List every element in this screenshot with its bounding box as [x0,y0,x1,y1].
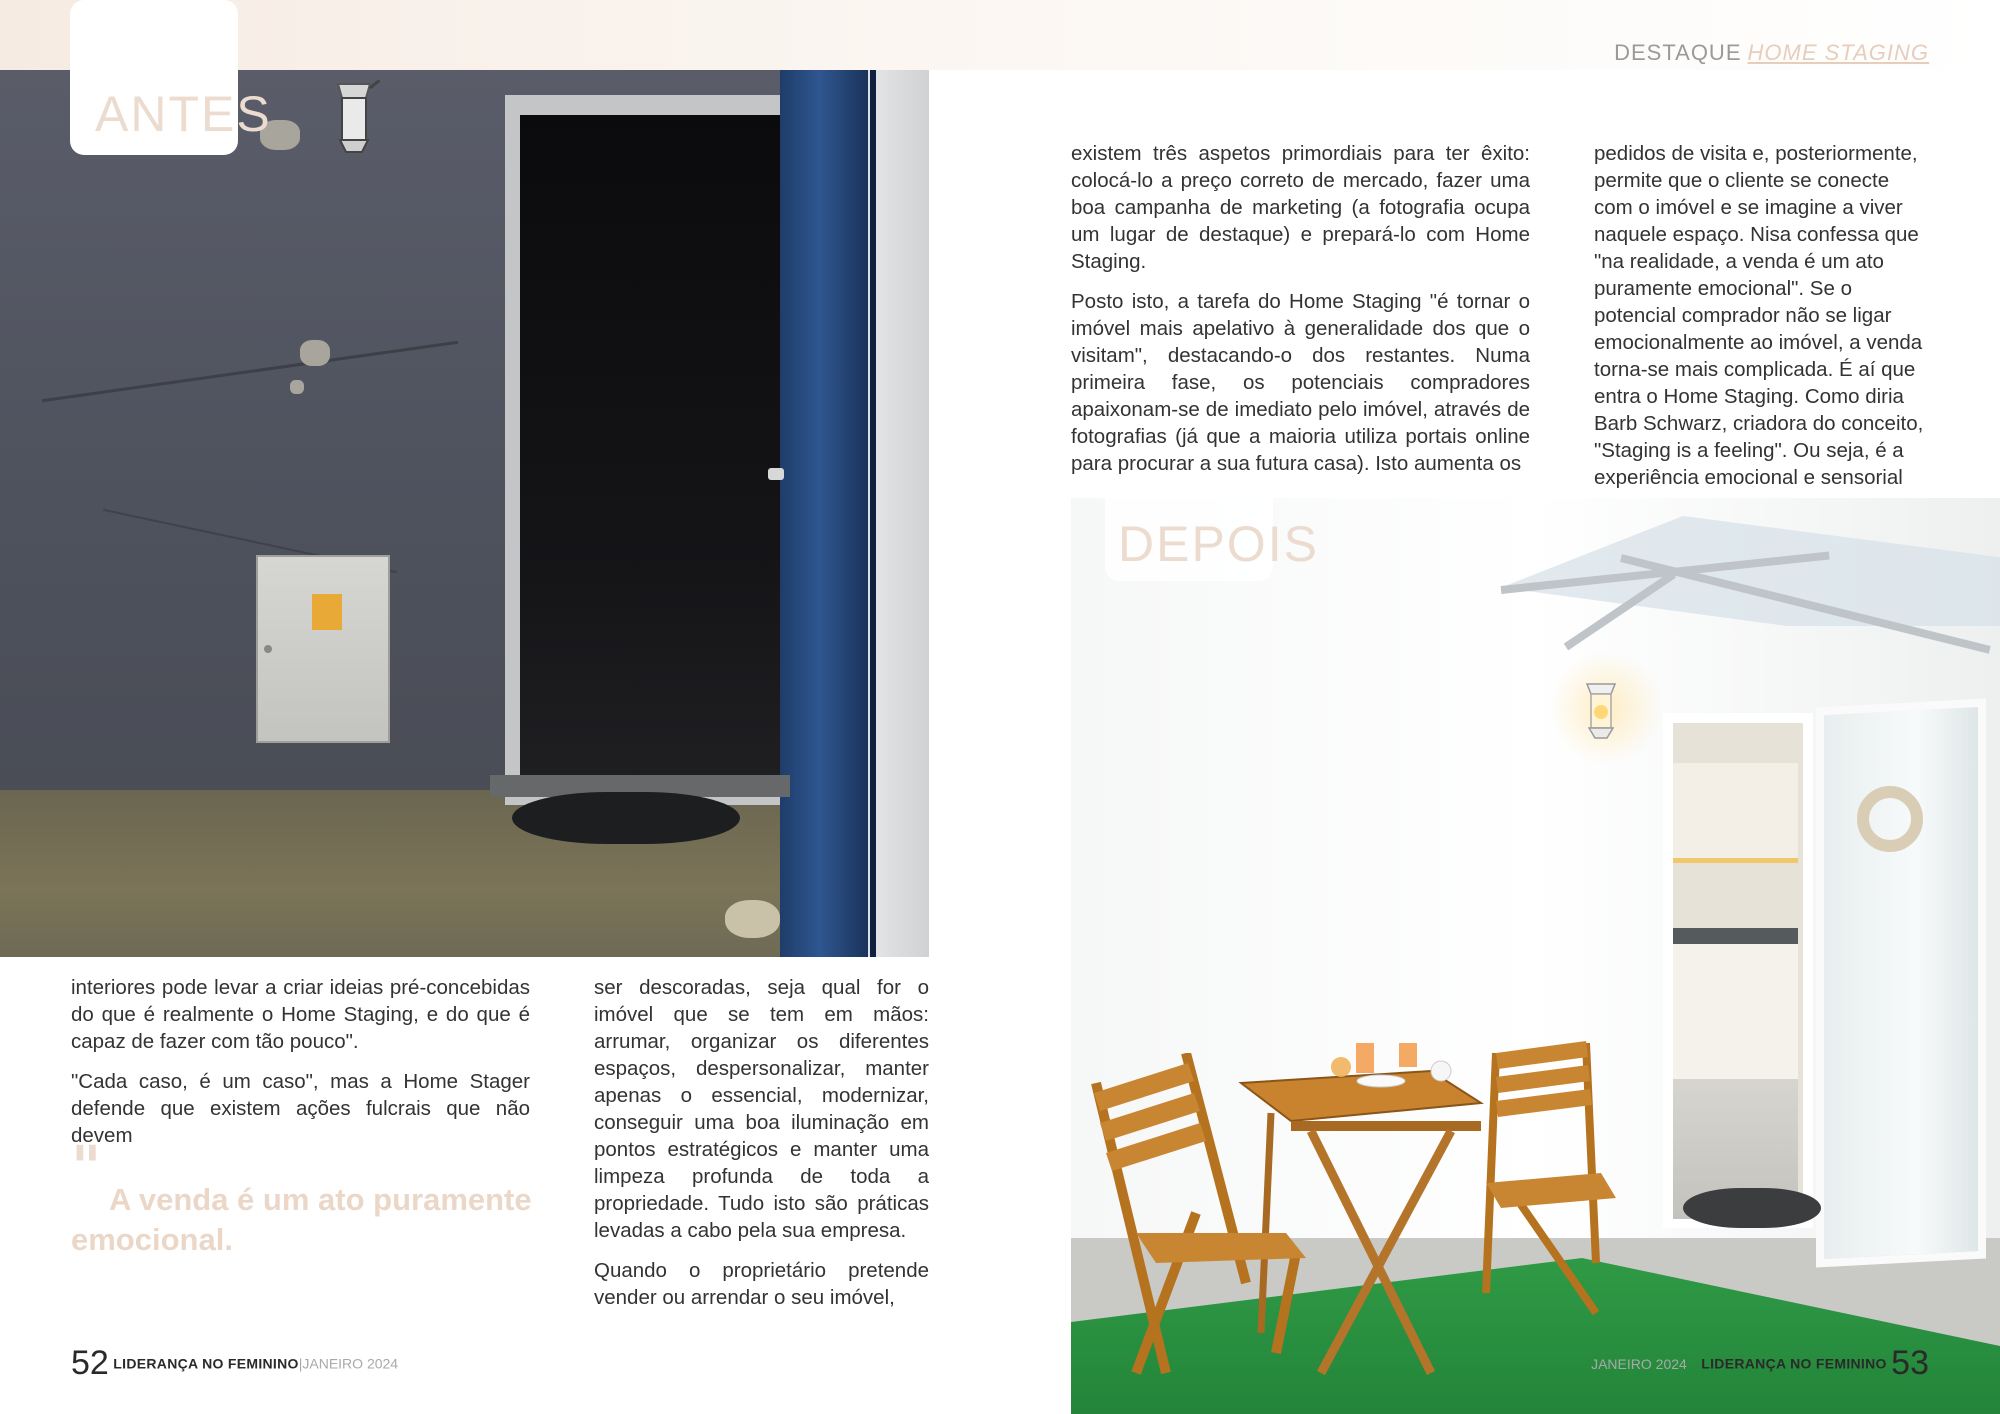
before-blue-door [780,70,868,957]
wall-crack [42,341,458,402]
paragraph: interiores pode levar a criar ideias pré-concebidas do que é realmente o Home Staging, e do que é capaz de fazer com tão pouco". [71,976,530,1053]
right-column-2 [1594,140,1929,531]
door-handle [768,468,784,480]
quote-mark-icon: " [71,1133,102,1201]
magazine-name: LIDERANÇA NO FEMININO [113,1355,299,1372]
section-header [1614,40,1929,66]
left-folio [71,1344,398,1383]
meter-box [256,555,390,743]
pull-quote: A venda é um ato puramente emocional. [71,1182,532,1257]
issue-date: JANEIRO 2024 [1591,1355,1687,1372]
wall-patch [290,380,304,394]
before-doorway [520,115,780,775]
kitchen-counter [1673,928,1798,944]
right-folio [1591,1344,1929,1383]
folding-chair-right [1476,1033,1636,1333]
section-name: DESTAQUE [1614,40,1742,65]
before-photo [0,70,929,957]
glass-door [1816,699,1986,1268]
wall-patch [300,340,330,366]
left-column-1 [71,974,530,1162]
folio-separator: | [298,1355,303,1372]
paragraph: "Cada caso, é um caso", mas a Home Stager defende que existem ações fulcrais que não devem [71,1070,530,1147]
lantern-icon [328,80,380,180]
doormat [1683,1188,1821,1228]
magazine-name: LIDERANÇA NO FEMININO [1701,1355,1887,1372]
left-column-2 [594,974,929,1324]
kitchen-cabinet [1673,763,1798,863]
right-column-1 [1071,140,1530,490]
door-edge [870,70,876,957]
after-label: DEPOIS [1118,516,1319,572]
section-topic: HOME STAGING [1747,40,1929,65]
after-photo [1071,498,2000,1414]
paragraph: Posto isto, a tarefa do Home Staging "é tornar o imóvel mais apelativo à generalidade dos que o visitam", destacando-o dos restantes. Numa primeira fase, os potenciais compradores apaixonam-se de imediato pelo imóvel, através de fotografias (já que a maioria utiliza portais online para procurar a sua futura casa). Isto aumenta os [1071,290,1530,475]
kitchen-base [1673,944,1798,1079]
paragraph: existem três aspetos primordiais para ter êxito: colocá-lo a preço correto de mercado, fazer uma boa campanha de marketing (a fotografia ocupa um lugar de destaque) e prepará-lo com Home Staging. [1071,142,1530,273]
paragraph: Quando o proprietário pretende vender ou arrendar o seu imóvel, [594,1259,929,1309]
meter-sticker [312,594,342,630]
meter-knob [264,645,272,653]
wall-lamp-icon [1579,680,1623,748]
rock [725,900,780,938]
paragraph: pedidos de visita e, posteriormente, permite que o cliente se conecte com o imóvel e se imagine a viver naquele espaço. Nisa confessa que "na realidade, a venda é um ato puramente emocional". Se o potencial comprador não se ligar emocionalmente ao imóvel, a venda torna-se mais complicada. É aí que entra o Home Staging. Como diria Barb Schwarz, criadora do conceito, "Staging is a feeling". Ou seja, é a experiência emocional e sensorial [1594,142,1924,489]
paragraph: ser descoradas, seja qual for o imóvel que se tem em mãos: arrumar, organizar os diferentes espaços, despersonalizar, manter apenas o essencial, modernizar, conseguir uma boa iluminação em pontos estratégicos e manter uma limpeza profunda de toda a propriedade. Tudo isto são práticas levadas a cabo pela sua empresa. [594,976,929,1242]
page-number: 53 [1891,1344,1929,1382]
wreath-icon [1857,786,1923,852]
before-label: ANTES [95,86,272,142]
doormat [512,792,740,844]
issue-date: JANEIRO 2024 [302,1355,399,1372]
page-number: 52 [71,1344,109,1382]
folding-chair-left [1076,1053,1326,1383]
